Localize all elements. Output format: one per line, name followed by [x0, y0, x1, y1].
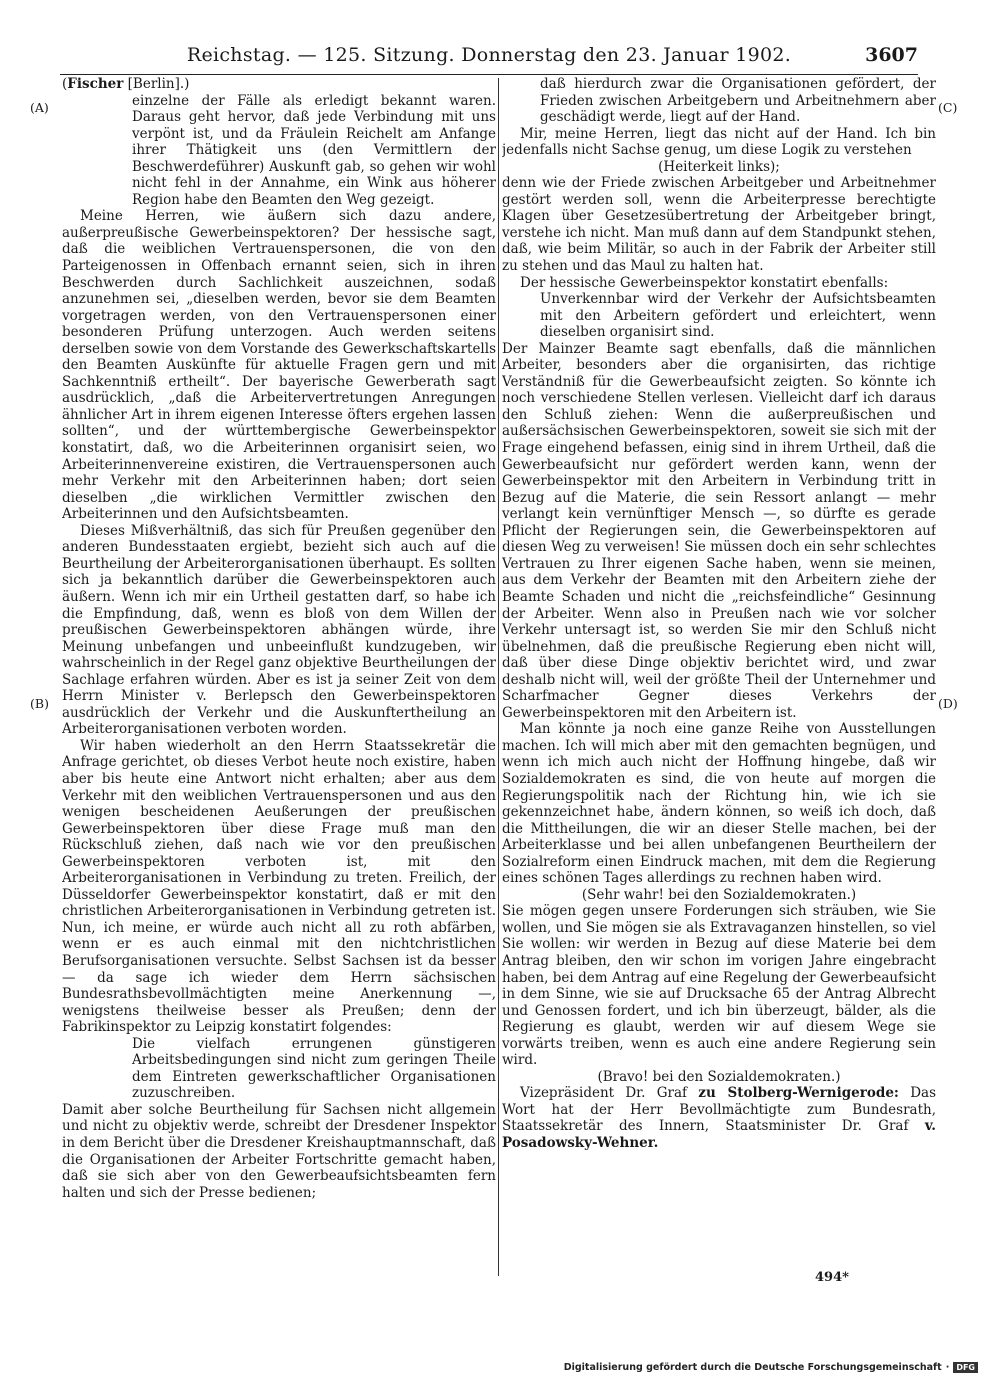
right-paragraph-4: Der Mainzer Beamte sagt ebenfalls, daß die männlichen Arbeiter, besonders aber die organisirten, das richtige Verständniß für die Gewerbeaufsicht zeigten. So könnte ich noch verschiedene Stellen verlesen. Vielleicht darf ich daraus den Schluß ziehen: Wenn die außerpreußischen und außersächsischen Gewerbeinspektoren, soweit sie sich mit der Frage eingehend befassen, einig sind in ihrem Urtheil, daß die Gewerbeaufsicht nur gefördert werden kann, wenn der Gewerbeinspektor mit den Arbeitern in Verbindung tritt in Bezug auf die Materie, die sein Ressort anlangt — mehr verlangt kein vernünftiger Mensch —, so dürfte es gerade Pflicht der Regierungen sein, die Gewerbeinspektoren auf diesen Weg zu verweisen! Sie müssen doch ein sehr schlechtes Vertrauen zu Ihrer eigenen Sache haben, wenn sie meinen, aus dem Verkehr der Beamten mit den Arbeitern ziehe der Beamte Schaden und nicht die „reichsfeindliche“ Gesinnung der Arbeiter. Wenn also in Preußen nach wie vor solcher Verkehr untersagt ist, so werden Sie mir den Schluß nicht übelnehmen, daß die preußische Regierung eben nicht will, daß über diese Dinge objektiv berichtet wird, und zwar deshalb nicht will, weil der größte Theil der Unternehmer und Scharfmacher Gegner dieses Verkehrs der Gewerbeinspektoren mit den Arbeitern ist.	[502, 340, 936, 721]
margin-letter-b: (B)	[30, 696, 49, 711]
vp-text: Das Wort hat der Herr Bevollmächtigte zum Bundesrath, Staatssekretär des Innern, Staatsminister Dr. Graf	[502, 1085, 936, 1135]
dfg-logo: DFG	[953, 1362, 978, 1373]
right-paragraph-5: Man könnte ja noch eine ganze Reihe von Ausstellungen machen. Ich will mich aber mit den gemachten begnügen, und wenn ich mich auch nicht der Hoffnung hingebe, daß wir Sozialdemokraten es sind, die von heute auf morgen die Regierungspolitik nach der Richtung hin, wie ich sie gekennzeichnet habe, ändern können, so weiß ich doch, daß die Mittheilungen, die wir an dieser Stelle machen, bei der Arbeiterklasse und bei allen unbefangenen Beurtheilern der Sozialreform einen Eindruck machen, mit dem die Regierung eines schönen Tages allerdings zu rechnen haben wird.	[502, 721, 936, 887]
speaker-place: [Berlin].)	[127, 76, 190, 92]
speaker-line	[62, 76, 496, 93]
vp-name: zu Stolberg-Wernigerode:	[698, 1085, 899, 1102]
right-quote-2: Unverkennbar wird der Verkehr der Aufsichtsbeamten mit den Arbeitern gefördert und erleichtert, wenn dieselben organisirt sind.	[540, 291, 936, 341]
left-paragraph-1: Meine Herren, wie äußern sich dazu andere, außerpreußische Gewerbeinspektoren? Der hessische sagt, daß die weiblichen Vertrauenspersonen, die von den Parteigenossen in Offenbach ernannt seien, sich in ihren Beschwerden durch Sachlichkeit auszeichnen, sodaß anzunehmen sei, „dieselben werden, bevor sie dem Beamten vorgetragen werden, von den Vertrauenspersonen einer besonderen Prüfung unterzogen. Auch werden seitens derselben sowie von dem Vorstande des Gewerkschaftskartells den Beamten Auskünfte für aktuelle Fragen gern und mit Sachkenntniß ertheilt“. Der bayerische Gewerberath sagt ausdrücklich, „daß die Arbeitervertretungen Anregungen ähnlicher Art in ihrem eigenen Interesse öfters ergehen lassen sollten“, und der württembergische Gewerbeinspektor konstatirt, daß, wo die Arbeiterinnen organisirt seien, wo Arbeiterinnenvereine existiren, die Vertrauenspersonen auch mehr Verkehr mit den Arbeiterinnen haben; dort seien dieselben „die wirklichen Vermittler zwischen den Arbeiterinnen und den Aufsichtsbeamten.	[62, 208, 496, 523]
margin-letter-d: (D)	[938, 696, 958, 711]
right-paragraph-6: Sie mögen gegen unsere Forderungen sich sträuben, wie Sie wollen, und Sie mögen sie als Extravaganzen hinstellen, so viel Sie wollen: wir werden in Bezug auf diese Materie bei dem Antrag bleiben, den wir schon im vorigen Jahre eingebracht haben, bei dem Antrag auf eine Regelung der Gewerbeaufsicht in dem Sinne, wie sie auf Drucksache 65 der Antrag Albrecht und Genossen fordert, und ich bin überzeugt, bälder, als die Regierung es glaubt, werden wir auf diesem Wege sie vorwärts treiben, wenn es auch eine andere Regierung sein wird.	[502, 903, 936, 1069]
page-number: 3607	[865, 44, 918, 66]
margin-letter-a: (A)	[30, 100, 49, 115]
credit-text: Digitalisierung gefördert durch die Deutsche Forschungsgemeinschaft	[563, 1362, 942, 1373]
column-divider	[498, 78, 499, 1276]
speaker-open: (	[62, 76, 68, 92]
left-paragraph-4: Damit aber solche Beurtheilung für Sachsen nicht allgemein und nicht zu objektiv werde, schreibt der Dresdener Inspektor in dem Bericht über die Dresdener Kreishauptmannschaft, daß die Organisationen der Arbeiter Fortschritte gemacht haben, daß sie sich aber von den Gewerbeaufsichtsbeamten fern halten und sich der Presse bedienen;	[62, 1101, 496, 1201]
left-column	[62, 76, 496, 1224]
right-quote-1: daß hierdurch zwar die Organisationen gefördert, der Frieden zwischen Arbeitgebern und Arbeitnehmern aber geschädigt werde, liegt auf der Hand.	[540, 76, 936, 126]
interjection-sehr-wahr: (Sehr wahr! bei den Sozialdemokraten.)	[581, 886, 857, 903]
right-paragraph-3: Der hessische Gewerbeinspektor konstatirt ebenfalls:	[520, 274, 889, 291]
margin-letter-c: (C)	[938, 100, 958, 115]
right-paragraph-1: Mir, meine Herren, liegt das nicht auf der Hand. Ich bin jedenfalls nicht Sachse genug, um diese Logik zu verstehen	[502, 125, 936, 159]
page-header	[60, 42, 918, 75]
right-paragraph-2: denn wie der Friede zwischen Arbeitgeber und Arbeitnehmer gestört werden soll, wenn die Arbeiterpresse berechtigte Klagen über Gesetzesübertretung der Arbeitgeber bringt, verstehe ich nicht. Man muß dann auf dem Standpunkt stehen, daß, wie beim Militär, so auch in der Fabrik der Arbeiter still zu stehen und das Maul zu halten hat.	[502, 175, 936, 275]
speaker-name: Fischer	[67, 76, 124, 92]
header-title: Reichstag. — 125. Sitzung. Donnerstag den 23. Januar 1902.	[186, 44, 792, 66]
left-paragraph-3: Wir haben wiederholt an den Herrn Staatssekretär die Anfrage gerichtet, ob dieses Verbot heute noch existire, haben aber bis heute eine Antwort nicht erhalten; aber aus dem Verkehr mit den weiblichen Vertrauenspersonen und aus den wenigen bescheidenen Aeußerungen der preußischen Gewerbeinspektoren über diese Frage muß man den Rückschluß ziehen, daß nach wie vor den preußischen Gewerbeinspektoren verboten ist, mit den Arbeiterorganisationen in Verbindung zu treten. Freilich, der Düsseldorfer Gewerbeinspektor konstatirt, daß er mit den christlichen Arbeiterorganisationen in Verbindung getreten ist. Nun, ich meine, er würde auch nicht all zu roth abfärben, wenn er es auch einmal mit den nichtchristlichen Berufsorganisationen versuchte. Selbst Sachsen ist da besser — da sage ich wieder dem Herrn sächsischen Bundesrathsbevollmächtigten meine Anerkennung —, wenigstens theilweise besser als Preußen; denn der Fabrikinspektor zu Leipzig konstatirt folgendes:	[62, 737, 496, 1036]
digitization-credit: Digitalisierung gefördert durch die Deutsche Forschungsgemeinschaft · DFG	[564, 1362, 978, 1373]
vp-title: Vizepräsident Dr. Graf	[520, 1085, 699, 1102]
vice-president-speech	[502, 1085, 936, 1151]
signature-mark: 494*	[815, 1270, 849, 1285]
left-quote-1: einzelne der Fälle als erledigt bekannt waren. Daraus geht hervor, daß jede Verbindung mit uns verpönt ist, und da Fräulein Reichelt am Anfange ihrer Thätigkeit uns (den Vermittlern der Beschwerdeführer) Auskunft gab, so gehen wir wohl nicht fehl in der Annahme, ein Wink aus höherer Region habe den Beamten den Weg gezeigt.	[132, 92, 496, 208]
interjection-bravo: (Bravo! bei den Sozialdemokraten.)	[597, 1068, 841, 1085]
left-quote-2: Die vielfach errungenen günstigeren Arbeitsbedingungen sind nicht zum geringen Theile dem Eintreten gewerkschaftlicher Organisationen zuzuschreiben.	[132, 1035, 496, 1102]
vp-next-speaker: v. Posadowsky-Wehner.	[502, 1118, 936, 1151]
interjection-heiterkeit: (Heiterkeit links);	[658, 158, 780, 175]
right-column	[502, 76, 936, 1261]
left-paragraph-2: Dieses Mißverhältniß, das sich für Preußen gegenüber den anderen Bundesstaaten ergiebt, bezieht sich auch auf die Beurtheilung der Arbeiterorganisationen überhaupt. Es sollten sich ja bekanntlich darüber die Gewerbeinspektoren auch äußern. Wenn ich mir ein Urtheil gestatten darf, so habe ich die Empfindung, daß, wenn es bloß von dem Willen der preußischen Gewerbeinspektoren abhängen würde, ihre Meinung unbefangen und unbeeinflußt kundzugeben, wir wahrscheinlich in der Regel ganz objektive Beurtheilungen der Sachlage erfahren würden. Aber es ist ja seiner Zeit von dem Herrn Minister v. Berlepsch den Gewerbeinspektoren ausdrücklich der Verkehr und die Auskunftertheilung an Arbeiterorganisationen verboten worden.	[62, 522, 496, 738]
